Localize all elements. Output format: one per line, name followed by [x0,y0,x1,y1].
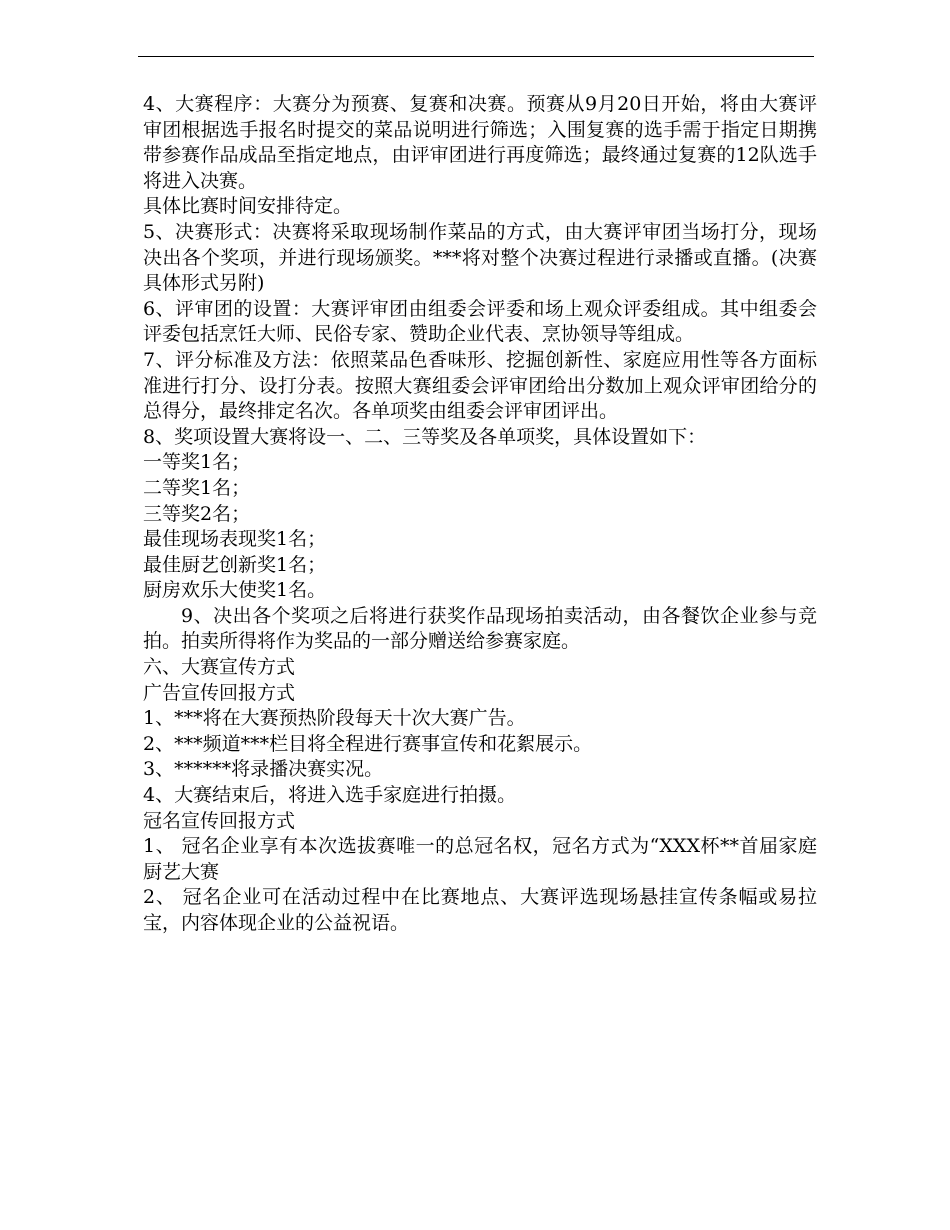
paragraph: 1、 冠名企业享有本次选拔赛唯一的总冠名权，冠名方式为“XXX杯**首届家庭厨艺大赛 [143,835,817,883]
paragraph: 广告宣传回报方式 [143,681,296,704]
paragraph: 冠名宣传回报方式 [143,809,296,832]
paragraph: 2、***频道***栏目将全程进行赛事宣传和花絮展示。 [143,732,593,755]
paragraph: 六、大赛宣传方式 [143,656,296,679]
paragraph: 4、大赛程序：大赛分为预赛、复赛和决赛。预赛从9月20日开始，将由大赛评审团根据选手报名时提交的菜品说明进行筛选；入围复赛的选手需于指定日期携带参赛作品成品至指定地点，由评审团进行再度筛选；最终通过复赛的12队选手将进入决赛。 [143,93,817,192]
paragraph: 9、决出各个奖项之后将进行获奖作品现场拍卖活动，由各餐饮企业参与竞拍。拍卖所得将作为奖品的一部分赠送给参赛家庭。 [143,604,817,653]
paragraph: 2、 冠名企业可在活动过程中在比赛地点、大赛评选现场悬挂宣传条幅或易拉宝，内容体现企业的公益祝语。 [143,886,817,934]
paragraph: 5、决赛形式：决赛将采取现场制作菜品的方式，由大赛评审团当场打分，现场决出各个奖项，并进行现场颁奖。***将对整个决赛过程进行录播或直播。(决赛具体形式另附) [143,220,817,295]
paragraph: 三等奖2名； [143,502,251,525]
paragraph: 1、***将在大赛预热阶段每天十次大赛广告。 [143,707,526,730]
paragraph: 最佳厨艺创新奖1名； [143,553,327,576]
paragraph: 8、奖项设置大赛将设一、二、三等奖及各单项奖，具体设置如下： [143,425,707,448]
paragraph: 7、评分标准及方法：依照菜品色香味形、挖掘创新性、家庭应用性等各方面标准进行打分、设打分表。按照大赛组委会评审团给出分数加上观众评审团给分的总得分，最终排定名次。各单项奖由组委会评审团评出。 [143,348,817,423]
paragraph: 4、大赛结束后，将进入选手家庭进行拍摄。 [143,784,517,807]
header-rule [138,56,814,57]
paragraph: 二等奖1名； [143,476,251,499]
paragraph: 3、******将录播决赛实况。 [143,758,384,781]
document-body [143,92,817,937]
paragraph: 厨房欢乐大使奖1名。 [143,579,327,602]
paragraph: 最佳现场表现奖1名； [143,528,327,551]
paragraph: 6、评审团的设置：大赛评审团由组委会评委和场上观众评委组成。其中组委会评委包括烹饪大师、民俗专家、赞助企业代表、烹协领导等组成。 [143,297,817,346]
paragraph: 一等奖1名； [143,451,251,474]
paragraph: 具体比赛时间安排待定。 [143,195,353,218]
